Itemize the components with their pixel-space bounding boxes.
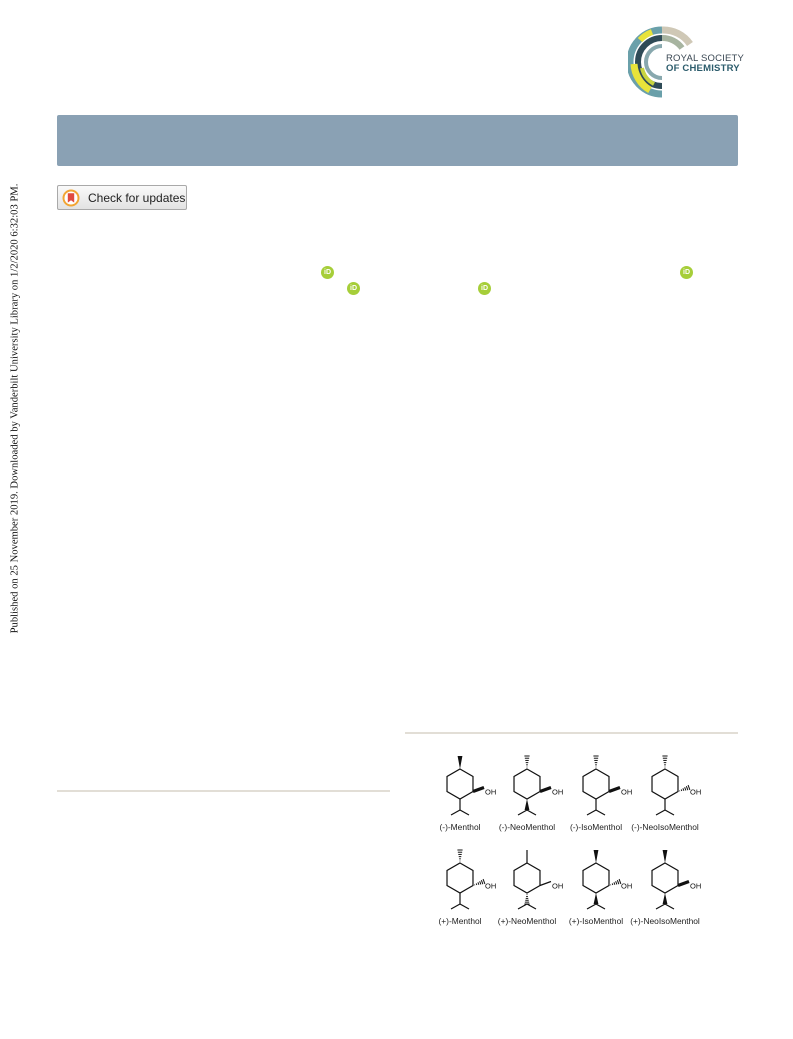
isomer-label: (-)-NeoIsoMenthol xyxy=(631,822,699,832)
hydroxyl-label: OH xyxy=(484,881,497,891)
orcid-icon[interactable]: iD xyxy=(347,282,360,295)
rsc-logo xyxy=(628,24,745,98)
publication-note-text: Published on 25 November 2019. Downloaded by Vanderbilt University Library on 1/2/2020 6:32:03 PM. xyxy=(9,183,21,633)
check-for-updates-label: Check for updates xyxy=(88,190,186,205)
logo-line-1: ROYAL SOCIETY xyxy=(666,53,745,64)
molecule-structure xyxy=(652,850,701,909)
molecule-structure xyxy=(447,850,496,909)
publication-side-note xyxy=(6,182,24,634)
menthol-isomers-figure xyxy=(405,735,738,940)
hydroxyl-label: OH xyxy=(689,787,702,797)
logo-line-2: OF CHEMISTRY xyxy=(666,63,740,74)
molecule-structure xyxy=(652,756,701,815)
menthol-structures xyxy=(405,735,738,940)
isomer-label: (+)-NeoIsoMenthol xyxy=(630,916,700,926)
isomer-label: (+)-IsoMenthol xyxy=(568,916,624,926)
hydroxyl-label: OH xyxy=(551,787,564,797)
isomer-label: (-)-NeoMenthol xyxy=(498,822,556,832)
isomer-label: (-)-IsoMenthol xyxy=(569,822,623,832)
hydroxyl-label: OH xyxy=(484,787,497,797)
isomer-label: (-)-Menthol xyxy=(439,822,481,832)
molecule-structure xyxy=(583,850,632,909)
molecule-structure xyxy=(514,850,563,909)
isomer-label: (+)-NeoMenthol xyxy=(497,916,557,926)
bookmark-icon xyxy=(62,189,80,207)
orcid-icon[interactable]: iD xyxy=(680,266,693,279)
molecule-structure xyxy=(583,756,632,815)
molecule-structure xyxy=(514,756,563,815)
orcid-icon[interactable]: iD xyxy=(478,282,491,295)
journal-header-banner xyxy=(57,115,738,166)
hydroxyl-label: OH xyxy=(689,881,702,891)
orcid-icon[interactable]: iD xyxy=(321,266,334,279)
figure-top-rule xyxy=(405,732,738,734)
hydroxyl-label: OH xyxy=(551,881,564,891)
hydroxyl-label: OH xyxy=(620,881,633,891)
check-for-updates-button[interactable] xyxy=(57,185,187,210)
isomer-label: (+)-Menthol xyxy=(438,916,482,926)
hydroxyl-label: OH xyxy=(620,787,633,797)
molecule-structure xyxy=(447,756,496,815)
abstract-divider-rule xyxy=(57,790,390,792)
